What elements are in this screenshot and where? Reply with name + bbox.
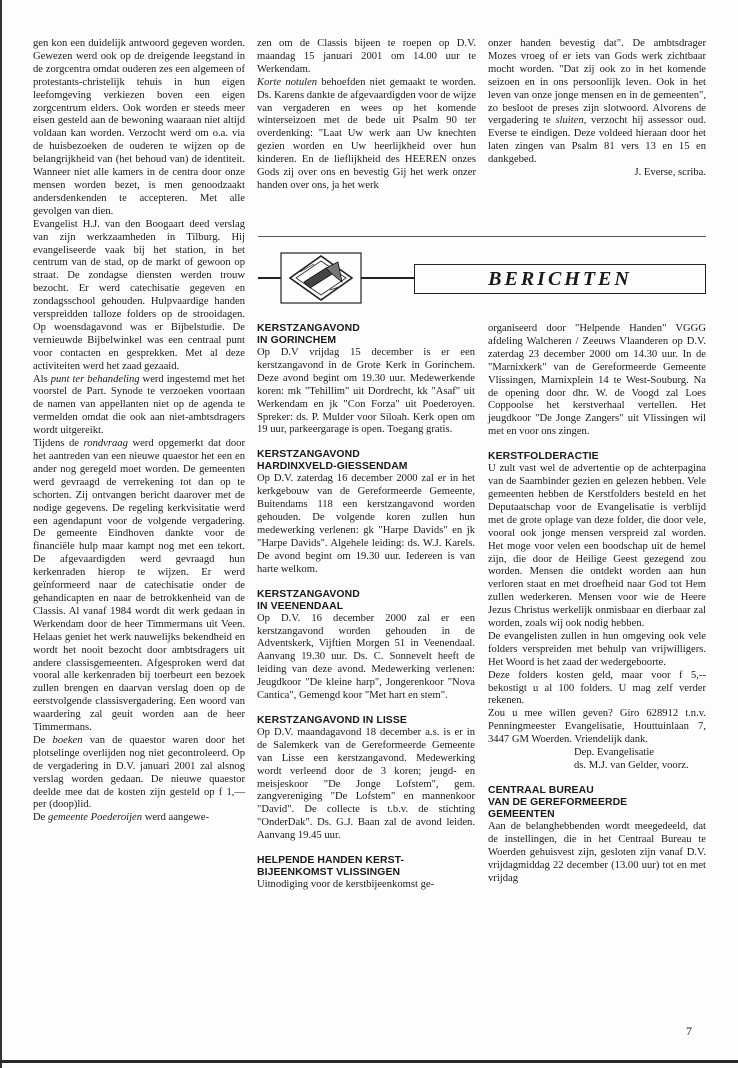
article-title: KERSTZANGAVOND IN GORINCHEM	[257, 323, 360, 346]
article-body: Uitnodiging voor de kerstbijeenkomst ge-	[257, 879, 435, 891]
article-body: U zult vast wel de advertentie op de achterpagina van de Saambinder gezien en gelezen hebben. Vele gemeenten hebben de Kerstfolders besteld en het Deputaatschap voor de Evangelisatie is verblijd met de grote oplage van deze folder, die door vele, vooral ook jonge mensen verspreid zal worden. Het moge voor velen een boodschap uit de hemel zijn, die door de Heilige Geest gezegend zou worden. Mensen die ontdekt worden aan hun verloren staat en met droefheid naar God tot Hem zullen wederkeren. Mensen voor wie de Heere Jezus Christus werkelijk onmisbaar en dierbaar zal worden, zoals wij ook nodig hebben.	[488, 463, 706, 630]
article-body: Op D.V vrijdag 15 december is er een kerstzangavond in de Grote Kerk in Gorinchem. Deze avond begint om 19.30 uur. Medewerkende koren: mk "Tehillim" uit Dordrecht, kk "Asaf" uit Werkendam en jk "Con Forza" uit Poederoyen. Spreker: ds. P. Mulder voor Siloah. Kerk open om 19 uur, parkeergarage is open. Toegang gratis.	[257, 347, 475, 436]
column-middle-articles	[257, 323, 475, 892]
article-title: KERSTFOLDERACTIE	[488, 451, 599, 463]
section-banner	[258, 250, 706, 304]
article-body: organiseerd door "Helpende Handen" VGGG afdeling Walcheren / Zeeuws Vlaanderen op D.V. zaterdag 23 december 2000 om 14.30 uur. In de "Marnixkerk" van de Gereformeerde Gemeente Vlissingen, Marnixplein 14 te West-Souburg. Na de opening door dhr. W. de Voogd zal Loes Coppoolse het kerstverhaal vertellen. Het jeugdkoor "De Jonge Zangers" uit Vlissingen wil met en voor ons zingen.	[488, 323, 706, 438]
signature: J. Everse, scriba.	[634, 167, 706, 179]
column-middle-top	[257, 38, 476, 193]
paragraph: De boeken van de quaestor waren door het plotselinge overlijden nog niet gecontroleerd. Op de vergadering in D.V. januari 2001 zal alsnog verslag worden gedaan. De nieuwe quaestor deelde mee dat de kosten zijn gesteld op f 1,— per (doop)lid.	[33, 734, 245, 811]
article-body: Deze folders kosten geld, maar voor f 5,-- bekostigt u al 100 folders. U mag zelf verder rekenen.	[488, 669, 706, 707]
paragraph: De gemeente Poederoijen werd aangewe-	[33, 812, 210, 824]
page-edge-rule	[0, 0, 2, 1068]
article-body: Op D.V. zaterdag 16 december 2000 zal er in het kerkgebouw van de Gereformeerde Gemeente, Buitendams 118 een kerstzangavond worden gehouden. De volgende koren zullen hun medewerking verlenen: gk "Harpe Davids" en jk "Harpe Davids". Algehele leiding: ds. W.J. Karels. De avond begint om 19.30 uur. Iedereen is van harte welkom.	[257, 473, 475, 575]
article-body: Op D.V. 16 december 2000 zal er een kerstzangavond worden gehouden in de Adventskerk, Vijftien Morgen 51 in Veenendaal. Aanvang 19.30 uur. Ds. C. Sonnevelt heeft de leiding van deze avond. Medewerking verlenen: Jeugdkoor "De kleine harp", Jongerenkoor "Nova Cantica", Gemengd koor "Met hart en stem".	[257, 612, 475, 702]
paragraph: Evangelist H.J. van den Boogaart deed verslag van zijn werkzaamheden in Tilburg. Hij evangeliseerde vaak bij het station, in het centrum van de stad, op de markt of gewoon op straat. De zondagse diensten werden trouw bezocht. Er werd catechisatie gegeven en zondagsschool gehouden. Hulpvaardige handen verspreidden talloze folders op de strooidagen. Op woensdagavond was er Bijbelstudie. De vernieuwde Bijbelwinkel was een centraal punt voor contacten en gesprekken. Met al deze activiteiten werd het zaad gezaaid.	[33, 218, 245, 372]
paragraph: gen kon een duidelijk antwoord gegeven worden. Gewezen werd ook op de dreigende leegstand in de zorgcentra omdat ouderen zes een algemeen of protestants-christelijk tehuis in hun eigen leefomgeving verkiezen boven een eigen zorgcentrum elders. Ook worden er steeds meer eisen gesteld aan de bewoning waaraan niet altijd voldaan kan worden. Verzocht werd om o.a. via de huisbezoeken de ouderen te wijzen op de belangrijkheid van (het behoud van) de identiteit. Wanneer niet alle kamers in de centra door onze mensen worden bezet, is men genoodzaakt andersdenkenden te accepteren. Met alle gevolgen van dien.	[33, 38, 245, 217]
section-title: BERICHTEN	[488, 268, 632, 290]
article-body: Op D.V. maandagavond 18 december a.s. is er in de Salemkerk van de Gereformeerde Gemeente van Lisse een kerstzangavond. Medewerking wordt verleend door de 3 koren; jeugd- en meisjeskoor "De Jonge Lofstem", gem. zangvereniging "De Lofstem" en mannenkoor "David". De collecte is t.b.v. de stichting "OnderDak". Ds. G.J. Baan zal de avond leiden. Aanvang 19.45 uur.	[257, 726, 475, 842]
column-right-articles	[488, 323, 706, 885]
article-title: KERSTZANGAVOND IN VEENENDAAL	[257, 588, 360, 612]
article-title: KERSTZANGAVOND IN LISSE	[257, 714, 407, 726]
signature: Dep. Evangelisatie	[574, 747, 655, 759]
article-title: KERSTZANGAVOND HARDINXVELD-GIESSENDAM	[257, 449, 408, 473]
paragraph: Korte notulen behoefden niet gemaakt te worden. Ds. Karens dankte de afgevaardigden voor de wijze van vergaderen en wees op het komende winterseizoen met de bede uit Psalm 90 ter overdenking: "Laat Uw werk aan Uw knechten gezien worden en Uw heerlijkheid over hun kinderen. En de lieflijkheid des HEEREN onzes Gods zij over ons en bevestig Gij het werk onzer handen over ons, ja het werk	[257, 76, 476, 191]
signature: ds. M.J. van Gelder, voorz.	[574, 760, 689, 771]
column-right-top	[488, 38, 706, 180]
column-left	[33, 38, 245, 825]
paragraph: zen om de Classis bijeen te roepen op D.V. maandag 15 januari 2001 om 14.00 uur te Werkendam.	[257, 38, 476, 75]
article-body: De evangelisten zullen in hun omgeving ook vele folders verspreiden met behulp van vrijwilligers. Het Woord is het zaad der wedergeboorte.	[488, 630, 706, 668]
article-body: Aan de belanghebbenden wordt meegedeeld, dat de instellingen, die in het Centraal Bureau te Woerden gehuisvest zijn, gesloten zijn vanaf D.V. vrijdagmiddag 22 december (13.00 uur) tot en met vrijdag	[488, 820, 706, 884]
paragraph: Tijdens de rondvraag werd opgemerkt dat door het aantreden van een nieuwe quaestor het een en ander nog geregeld moet worden. De gemeenten werd gevraagd de verrekening tot dan op te schorten. Zij ontvangen bericht daarover met de nodige gegevens. De regeling kerkvisitatie werd een agendapunt voor de volgende vergadering. De gemeente Eindhoven dankte voor de financiële hulp maar kampt nog met een tekort. De afgevaardigden werd gevraagd hun kerkenraden hierop te wijzen. Er werd geïnformeerd naar de catechisatie onder de gehandicapten en naar de betrokkenheid van de Classis. Al vanaf 1984 wordt dit werk gedaan in Werkendam door de heer Timmermans uit Veen. Helaas geniet het werk nauwelijks bekendheid en wordt het nooit bezocht door ambtsdragers uit andere classisgemeenten. Afgesproken werd dat vooral alle kerkenraden bij toerbeurt een bezoek zullen brengen en daarvan verslag doen op de eerstvolgende classisvergadering. Een woord van waardering zal geuit worden aan de heer Timmermans.	[33, 438, 246, 734]
megaphone-logo-icon	[280, 252, 362, 304]
banner-title-box	[414, 264, 706, 294]
paragraph: Als punt ter behandeling werd ingestemd met het voorstel de Part. Synode te verzoeken voortaan de namen van appellanten niet op de agenda te vermelden omdat die ook aan niet-ambtsdragers wordt uitgereikt.	[33, 373, 245, 437]
article-title: HELPENDE HANDEN KERST- BIJEENKOMST VLISSINGEN	[257, 855, 405, 879]
section-divider	[258, 236, 706, 237]
article-title: CENTRAAL BUREAU VAN DE GEREFORMEERDE GEMEENTEN	[488, 784, 628, 820]
page-number: 7	[686, 1024, 692, 1038]
bottom-rule	[0, 1060, 738, 1063]
article-body: Zou u mee willen geven? Giro 628912 t.n.v. Penningmeester Evangelisatie, Houttuinlaan 7, 3447 GM Woerden. Vriendelijk dank.	[488, 708, 706, 746]
paragraph: onzer handen bevestig dat". De ambtsdrager Mozes vroeg of er iets van Gods werk zichtbaar mocht worden. "Dat zij ook zo in het komende seizoen en in ons persoonlijk leven. Ook in het leven van onze jonge mensen en in de gemeenten", zo besloot de preses zijn slotwoord. Alvorens de vergadering te sluiten, verzocht hij assessor oud. Everse te eindigen. Deze voldeed hieraan door het laten zingen van Psalm 81 vers 13 en 15 en dankgebed.	[488, 38, 707, 166]
